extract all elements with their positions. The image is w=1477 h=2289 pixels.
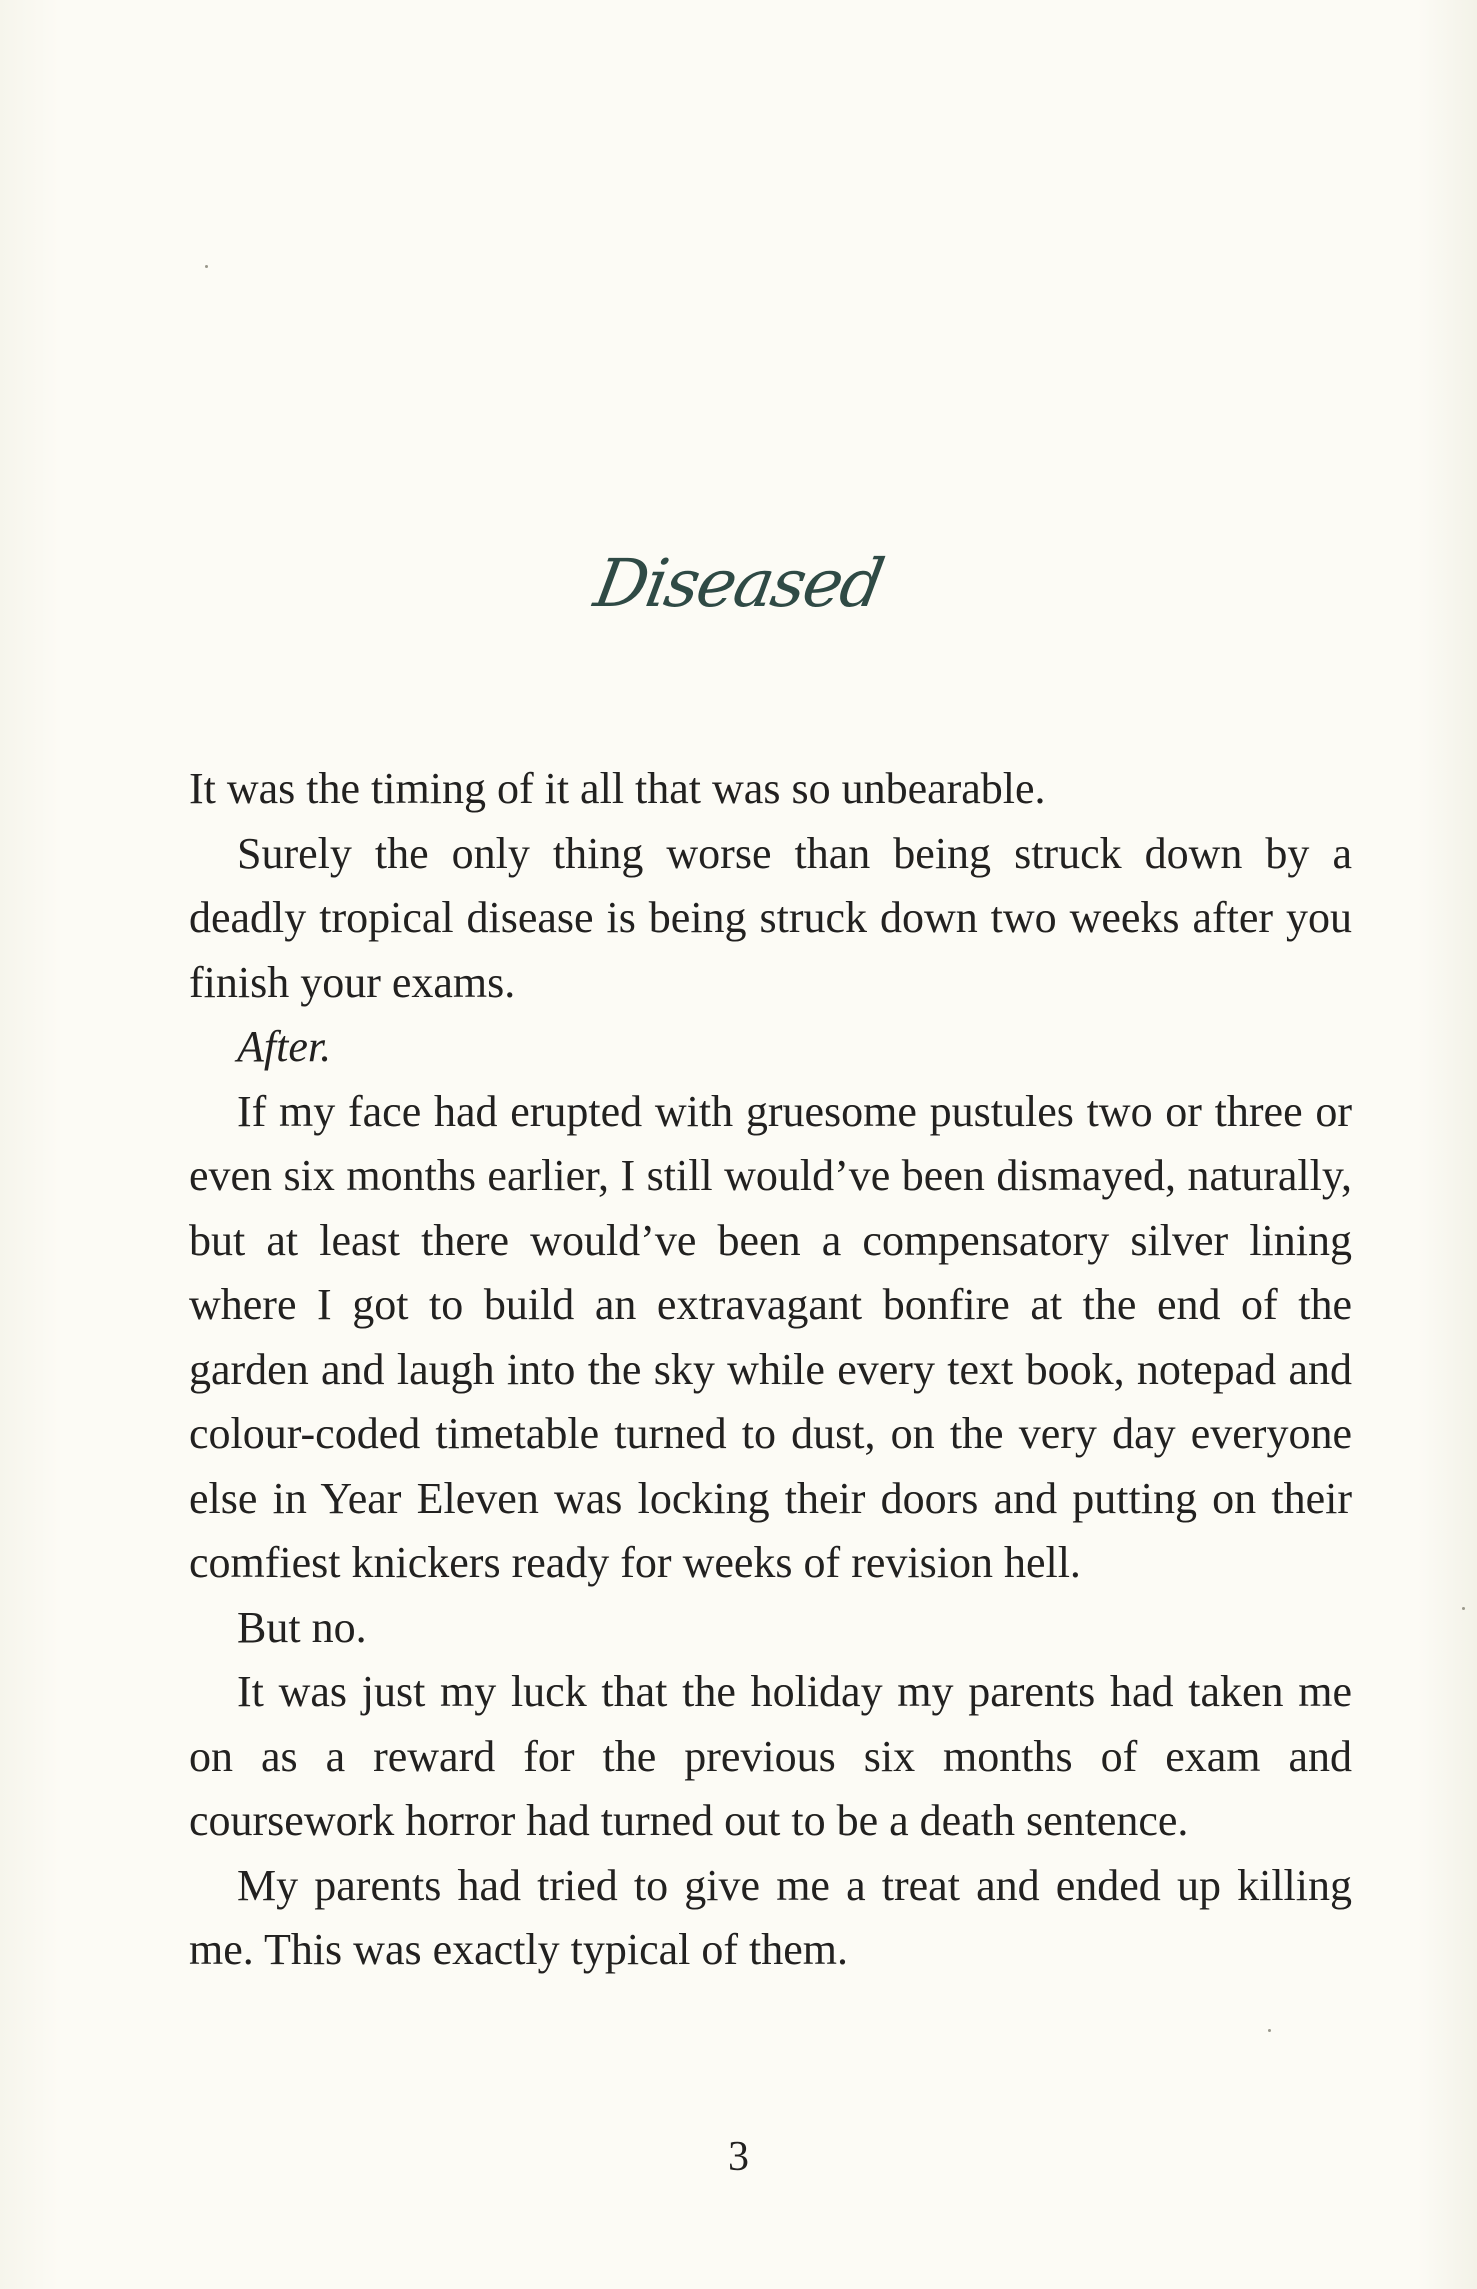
chapter-body [189, 757, 1352, 1983]
paragraph: But no. [237, 1602, 367, 1652]
paragraph: My parents had tried to give me a treat and ended up killing me. This was exactly typical of them. [189, 1860, 1352, 1974]
paragraph: Surely the only thing worse than being struck down by a deadly tropical disease is being struck down two weeks after you finish your exams. [189, 828, 1352, 1007]
paragraph: After. [237, 1022, 332, 1071]
dust-speck [1268, 2029, 1271, 2032]
dust-speck [205, 265, 208, 268]
paragraph: It was just my luck that the holiday my parents had taken me on as a reward for the previous six months of exam and coursework horror had turned out to be a death sentence. [189, 1667, 1352, 1845]
chapter-title: Diseased [588, 545, 889, 622]
page-number: 3 [728, 2134, 749, 2180]
paragraph: It was the timing of it all that was so unbearable. [189, 764, 1046, 813]
dust-speck [1462, 1607, 1465, 1610]
paragraph: If my face had erupted with gruesome pustules two or three or even six months earlier, I still would’ve been dismayed, naturally, but at least there would’ve been a compensatory silver lining where I got to build an extravagant bonfire at the end of the garden and laugh into the sky while every text book, notepad and colour-coded timetable turned to dust, on the very day everyone else in Year Eleven was locking their doors and putting on their comfiest knickers ready for weeks of revision hell. [189, 1086, 1352, 1587]
